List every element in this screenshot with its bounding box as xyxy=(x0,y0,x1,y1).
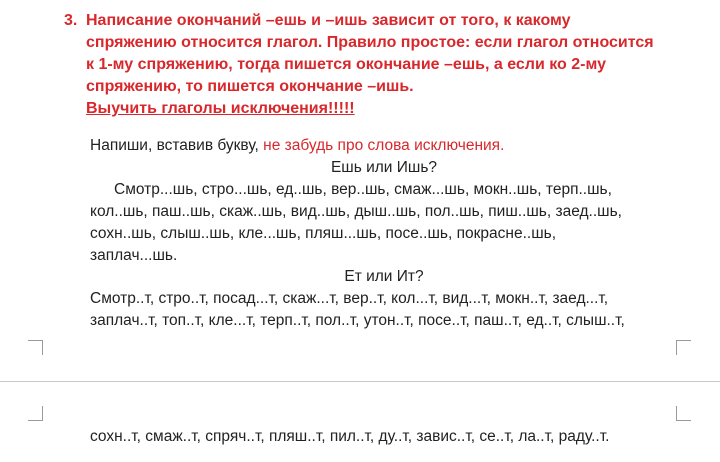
rule-emphasis: Выучить глаголы исключения!!!!! xyxy=(86,100,355,117)
section2-line-2: заплач..т, топ..т, кле...т, терп..т, пол..т, утон..т, посе..т, паш..т, ед..т, слыш..т, xyxy=(90,312,625,329)
instruction-text: Напиши, вставив букву, xyxy=(90,137,264,154)
rule-number: 3. xyxy=(64,12,78,29)
corner-mark-top-left xyxy=(28,406,43,421)
rule-line-3: к 1-му спряжению, тогда пишется окончание –ешь, а если ко 2-му xyxy=(86,56,607,73)
rule-block xyxy=(64,10,676,120)
section1-line-1: Смотр...шь, стро...шь, ед..шь, вер..шь, смаж...шь, мокн..шь, терп..шь, xyxy=(114,181,612,198)
section1-title: Ешь или Ишь? xyxy=(330,159,438,176)
section1-line-2: кол..шь, паш..шь, скаж..шь, вид..шь, дыш..шь, пол..шь, пиш..шь, заед..шь, xyxy=(90,203,622,220)
task-instruction xyxy=(90,135,504,157)
page-break xyxy=(0,381,720,382)
corner-mark-top-right xyxy=(676,406,691,421)
corner-mark-bottom-right xyxy=(676,340,691,355)
section1-line-4: заплач...шь. xyxy=(90,247,178,264)
instruction-highlight: не забудь про слова исключения. xyxy=(263,137,505,154)
section2-line-1: Смотр..т, стро..т, посад...т, скаж...т, вер..т, кол...т, вид...т, мокн..т, заед...т, xyxy=(90,290,609,307)
rule-line-1: Написание окончаний –ешь и –ишь зависит от того, к какому xyxy=(86,12,571,29)
next-page-line: сохн..т, смаж..т, спряч..т, пляш..т, пил..т, ду..т, завис..т, се..т, ла..т, раду..т. xyxy=(90,428,610,445)
section1-line-3: сохн..шь, слыш..шь, кле...шь, пляш...шь, посе..шь, покрасне..шь, xyxy=(90,225,557,242)
rule-line-2: спряжению относится глагол. Правило простое: если глагол относится xyxy=(86,34,654,51)
section2-title: Ет или Ит? xyxy=(344,268,424,285)
rule-line-4: спряжению, то пишется окончание –ишь. xyxy=(86,78,414,95)
corner-mark-bottom-left xyxy=(28,340,43,355)
